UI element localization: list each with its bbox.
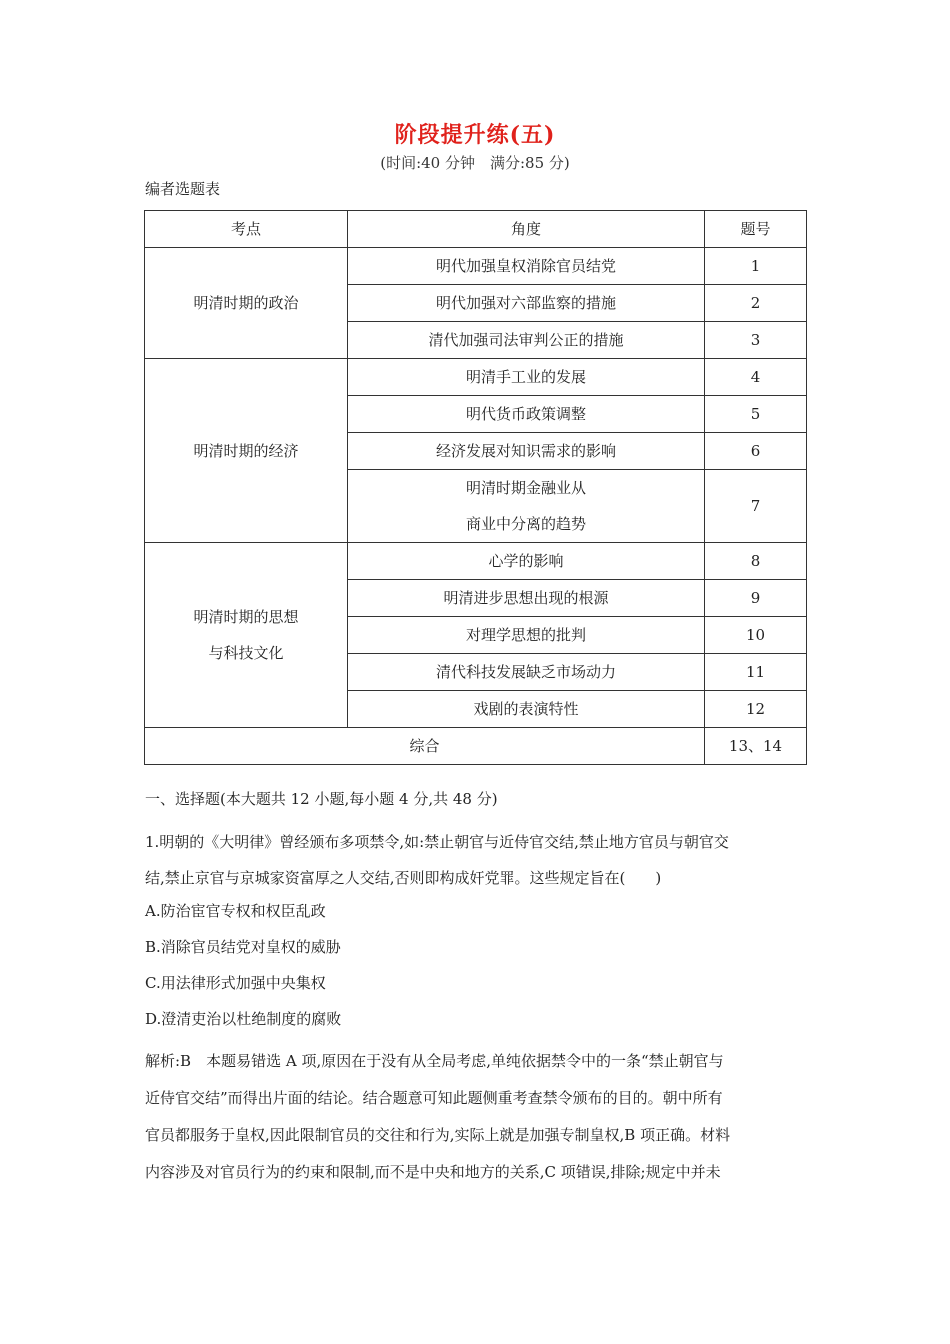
angle-cell: 明代加强皇权消除官员结党	[348, 248, 705, 285]
section-heading: 一、选择题(本大题共 12 小题,每小题 4 分,共 48 分)	[145, 790, 498, 808]
question-stem	[145, 824, 810, 896]
analysis-line: 解析:B 本题易错选 A 项,原因在于没有从全局考虑,单纯依据禁令中的一条“禁止朝官与	[145, 1052, 724, 1070]
topic-text: 明清时期的政治	[193, 294, 299, 312]
number-cell: 6	[705, 433, 807, 470]
number-cell: 5	[705, 396, 807, 433]
option-b: B.消除官员结党对皇权的威胁	[145, 938, 341, 956]
topic-cell	[145, 359, 348, 543]
topic-cell	[145, 543, 348, 728]
header-angle: 角度	[348, 211, 705, 248]
table-row	[145, 359, 807, 396]
analysis-line: 官员都服务于皇权,因此限制官员的交往和行为,实际上就是加强专制皇权,B 项正确。材料	[145, 1126, 731, 1144]
topic-table	[144, 210, 807, 765]
header-topic: 考点	[145, 211, 348, 248]
page-subtitle: (时间:40 分钟 满分:85 分)	[380, 154, 570, 172]
angle-line: 明清时期金融业从	[465, 479, 586, 497]
question-stem-line: 1.明朝的《大明律》曾经颁布多项禁令,如:禁止朝官与近侍官交结,禁止地方官员与朝官交	[145, 833, 729, 851]
table-row	[145, 248, 807, 285]
table-row	[145, 543, 807, 580]
angle-cell: 清代加强司法审判公正的措施	[348, 322, 705, 359]
option-c: C.用法律形式加强中央集权	[145, 974, 326, 992]
topic-cell	[145, 248, 348, 359]
option-d: D.澄清吏治以杜绝制度的腐败	[145, 1010, 342, 1028]
angle-cell: 明清进步思想出现的根源	[348, 580, 705, 617]
table-header-row	[145, 211, 807, 248]
summary-label: 综合	[145, 728, 705, 765]
question-stem-line: 结,禁止京官与京城家资富厚之人交结,否则即构成奸党罪。这些规定旨在( )	[145, 869, 662, 887]
number-cell: 2	[705, 285, 807, 322]
number-cell: 8	[705, 543, 807, 580]
summary-number: 13、14	[705, 728, 807, 765]
angle-cell: 明代加强对六部监察的措施	[348, 285, 705, 322]
angle-cell: 心学的影响	[348, 543, 705, 580]
analysis-line: 内容涉及对官员行为的约束和限制,而不是中央和地方的关系,C 项错误,排除;规定中并未	[145, 1163, 721, 1181]
topic-text: 明清时期的经济	[193, 441, 299, 460]
table-label: 编者选题表	[145, 180, 221, 198]
number-cell: 9	[705, 580, 807, 617]
angle-cell: 对理学思想的批判	[348, 617, 705, 654]
number-cell: 12	[705, 691, 807, 728]
analysis	[145, 1043, 810, 1191]
angle-cell: 经济发展对知识需求的影响	[348, 433, 705, 470]
number-cell: 11	[705, 654, 807, 691]
number-cell: 7	[705, 470, 807, 543]
number-cell: 4	[705, 359, 807, 396]
angle-line: 商业中分离的趋势	[465, 515, 586, 533]
angle-cell: 戏剧的表演特性	[348, 691, 705, 728]
page-title: 阶段提升练(五)	[394, 122, 556, 148]
angle-cell: 明代货币政策调整	[348, 396, 705, 433]
number-cell: 10	[705, 617, 807, 654]
number-cell: 3	[705, 322, 807, 359]
number-cell: 1	[705, 248, 807, 285]
topic-line: 与科技文化	[208, 644, 284, 662]
option-a: A.防治宦官专权和权臣乱政	[145, 902, 326, 920]
angle-cell: 清代科技发展缺乏市场动力	[348, 654, 705, 691]
header-number: 题号	[705, 211, 807, 248]
topic-line: 明清时期的思想	[193, 608, 299, 626]
angle-cell	[348, 470, 705, 543]
angle-cell: 明清手工业的发展	[348, 359, 705, 396]
table-summary-row	[145, 728, 807, 765]
analysis-line: 近侍官交结”而得出片面的结论。结合题意可知此题侧重考查禁令颁布的目的。朝中所有	[145, 1089, 723, 1107]
